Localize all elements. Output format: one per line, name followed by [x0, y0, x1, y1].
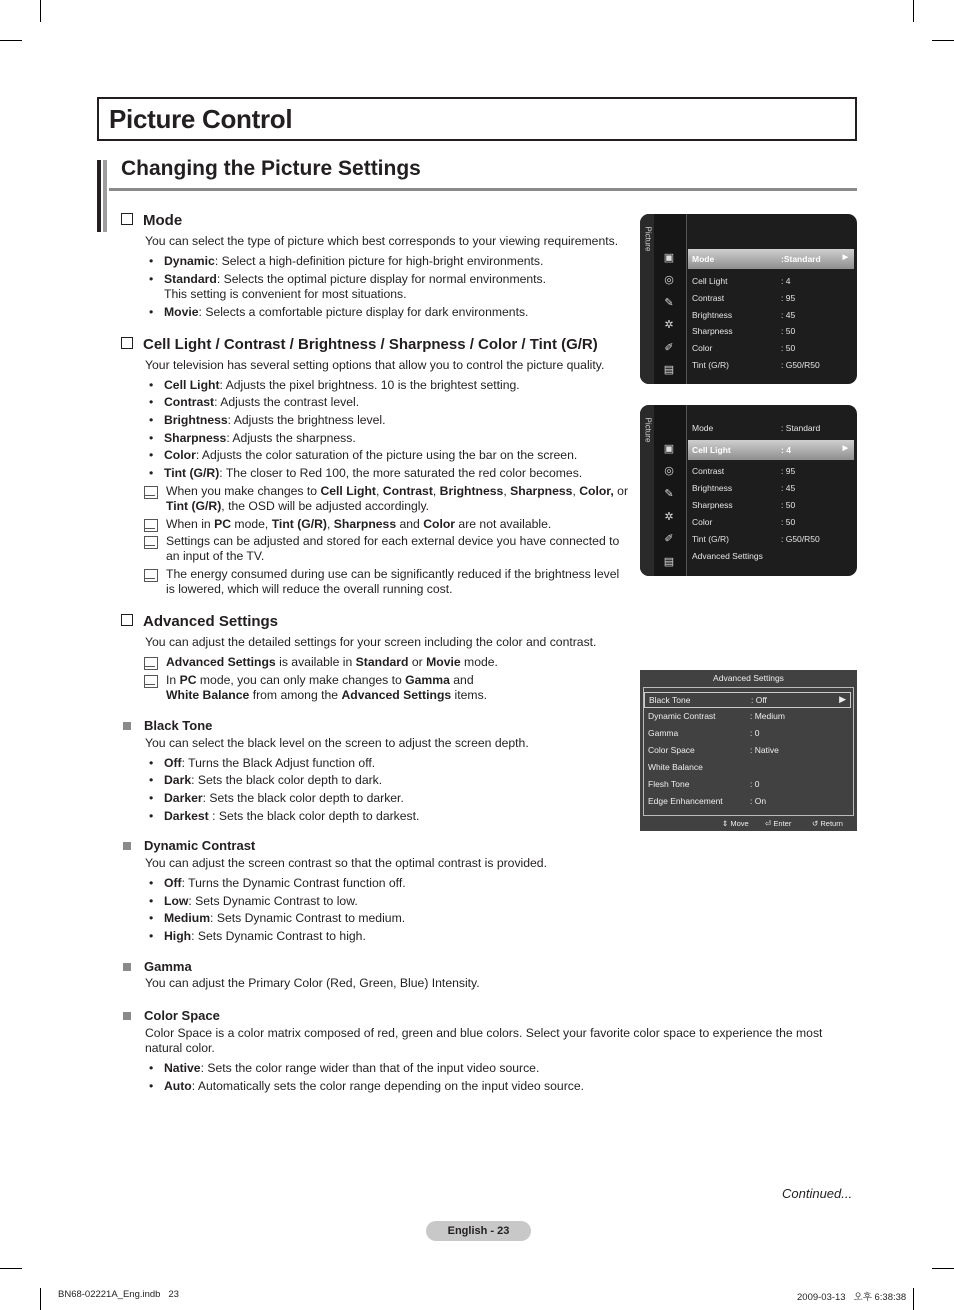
menu-row[interactable]: Edge Enhancement : On: [648, 796, 767, 806]
note-icon: [144, 657, 158, 670]
page-number: English - 23: [426, 1221, 531, 1241]
menu-side-label: Picture: [643, 226, 653, 252]
arrow-right-icon: ▶: [839, 694, 846, 704]
list-item: • Darkest : Sets the black color depth to darkest.: [149, 809, 420, 823]
sound-icon: ◎: [664, 274, 674, 286]
checkbox-icon: [121, 213, 133, 225]
note-icon: [144, 486, 158, 499]
color-space-intro: Color Space is a color matrix composed of red, green and blue colors. Select your favorite color space to experience the most natural color.: [145, 1026, 823, 1055]
menu-row-mode[interactable]: Mode :Standard ▶: [688, 249, 854, 269]
section-title: Changing the Picture Settings: [121, 157, 421, 180]
menu-row[interactable]: Dynamic Contrast : Medium: [648, 711, 785, 721]
advanced-intro: You can adjust the detailed settings for your screen including the color and contrast.: [145, 635, 597, 649]
crop-mark: [913, 0, 914, 22]
crop-mark: [0, 40, 22, 41]
list-item: • Auto: Automatically sets the color range depending on the input video source.: [149, 1079, 585, 1093]
note: When you make changes to Cell Light, Contrast, Brightness, Sharpness, Color, or Tint (G/R), the OSD will be adjusted accordingly.: [144, 484, 628, 514]
channel-icon: ✎: [664, 488, 674, 500]
continued-label: Continued...: [782, 1186, 853, 1201]
move-hint: ⇕ Move: [722, 819, 749, 828]
menu-row[interactable]: Contrast : 95: [692, 466, 796, 476]
application-icon: ▤: [663, 364, 675, 376]
menu-side-label: Picture: [643, 417, 653, 443]
channel-icon: ✎: [664, 297, 674, 309]
list-item: • Dynamic: Select a high-definition picture for high-bright environments.: [149, 254, 544, 268]
note: In PC mode, you can only make changes to Gamma and White Balance from among the Advanced Settings items.: [144, 673, 487, 703]
menu-row[interactable]: Contrast : 95: [692, 293, 796, 303]
return-hint: ↺ Return: [812, 819, 843, 828]
list-item: • Sharpness: Adjusts the sharpness.: [149, 431, 356, 445]
crop-mark: [932, 40, 954, 41]
page-title: Picture Control: [109, 104, 293, 134]
menu-row[interactable]: Flesh Tone : 0: [648, 779, 760, 789]
mode-heading: Mode: [121, 212, 182, 229]
dynamic-contrast-heading: Dynamic Contrast: [123, 838, 255, 853]
note-icon: [144, 536, 158, 549]
list-item: • Darker: Sets the black color depth to darker.: [149, 791, 404, 805]
list-item: • Medium: Sets Dynamic Contrast to medium.: [149, 911, 406, 925]
square-bullet-icon: [123, 842, 131, 850]
gamma-heading: Gamma: [123, 959, 192, 974]
menu-row[interactable]: Sharpness : 50: [692, 326, 796, 336]
picture-menu-cell-light: [640, 405, 857, 576]
menu-row-black-tone[interactable]: Black Tone : Off ▶: [644, 692, 851, 708]
setup-icon: ✲: [664, 511, 674, 523]
list-item: • High: Sets Dynamic Contrast to high.: [149, 929, 366, 943]
enter-hint: ⏎ Enter: [765, 819, 792, 828]
black-tone-heading: Black Tone: [123, 718, 212, 733]
cell-heading: Cell Light / Contrast / Brightness / Sharpness / Color / Tint (G/R): [121, 336, 598, 353]
note-icon: [144, 519, 158, 532]
list-item: • Contrast: Adjusts the contrast level.: [149, 395, 360, 409]
cell-intro: Your television has several setting options that allow you to control the picture quality.: [145, 358, 605, 372]
sound-icon: ◎: [664, 465, 674, 477]
menu-row[interactable]: Gamma : 0: [648, 728, 760, 738]
section-bar: [97, 160, 101, 232]
list-item: • Cell Light: Adjusts the pixel brightness. 10 is the brightest setting.: [149, 378, 520, 392]
list-item: • Color: Adjusts the color saturation of the picture using the bar on the screen.: [149, 448, 578, 462]
list-item: • Off: Turns the Dynamic Contrast function off.: [149, 876, 406, 890]
menu-title: Advanced Settings: [713, 673, 784, 683]
square-bullet-icon: [123, 722, 131, 730]
menu-row[interactable]: Cell Light : 4: [692, 276, 791, 286]
list-item: • Low: Sets Dynamic Contrast to low.: [149, 894, 358, 908]
menu-row[interactable]: Tint (G/R) : G50/R50: [692, 534, 820, 544]
note: Advanced Settings is available in Standard or Movie mode.: [144, 655, 498, 670]
section-underline: [109, 188, 857, 191]
menu-row[interactable]: Color : 50: [692, 343, 796, 353]
list-item: • Native: Sets the color range wider than that of the input video source.: [149, 1061, 540, 1075]
picture-icon: ▣: [663, 252, 675, 264]
crop-mark: [40, 1288, 41, 1310]
application-icon: ▤: [663, 556, 675, 568]
note: Settings can be adjusted and stored for each external device you have connected to an input of the TV.: [144, 534, 619, 564]
note: When in PC mode, Tint (G/R), Sharpness and Color are not available.: [144, 517, 551, 532]
black-tone-intro: You can select the black level on the screen to adjust the screen depth.: [145, 736, 529, 750]
crop-mark: [0, 1268, 22, 1269]
note-icon: [144, 569, 158, 582]
menu-row-cell-light[interactable]: Cell Light : 4 ▶: [688, 440, 854, 460]
page-title-box: [97, 97, 857, 141]
checkbox-icon: [121, 337, 133, 349]
menu-row[interactable]: Brightness : 45: [692, 483, 796, 493]
note: The energy consumed during use can be significantly reduced if the brightness level is lowered, which will reduce the overall running cost.: [144, 567, 619, 597]
list-item: • Brightness: Adjusts the brightness level.: [149, 413, 386, 427]
color-space-heading: Color Space: [123, 1008, 220, 1023]
list-item: • Movie: Selects a comfortable picture display for dark environments.: [149, 305, 529, 319]
menu-row[interactable]: Advanced Settings: [692, 551, 763, 561]
square-bullet-icon: [123, 1012, 131, 1020]
return-icon: ↺: [812, 819, 819, 828]
advanced-heading: Advanced Settings: [121, 613, 278, 630]
checkbox-icon: [121, 614, 133, 626]
menu-row[interactable]: Color Space : Native: [648, 745, 779, 755]
arrow-right-icon: ▶: [842, 254, 848, 261]
arrow-right-icon: ▶: [842, 445, 848, 452]
menu-row[interactable]: Color : 50: [692, 517, 796, 527]
file-name: BN68-02221A_Eng.indb 23: [58, 1289, 179, 1300]
menu-row[interactable]: Tint (G/R) : G50/R50: [692, 360, 820, 370]
setup-icon: ✲: [664, 319, 674, 331]
gamma-intro: You can adjust the Primary Color (Red, Green, Blue) Intensity.: [145, 976, 480, 990]
picture-icon: ▣: [663, 443, 675, 455]
list-item: • Dark: Sets the black color depth to dark.: [149, 773, 383, 787]
input-icon: ✐: [664, 533, 674, 545]
square-bullet-icon: [123, 963, 131, 971]
list-item: • Tint (G/R): The closer to Red 100, the more saturated the red color becomes.: [149, 466, 583, 480]
menu-row[interactable]: Sharpness : 50: [692, 500, 796, 510]
list-item: • Off: Turns the Black Adjust function off.: [149, 756, 376, 770]
menu-row[interactable]: Brightness : 45: [692, 310, 796, 320]
section-bar: [103, 160, 107, 232]
updown-icon: ⇕: [722, 819, 729, 828]
crop-mark: [40, 0, 41, 22]
print-date: 2009-03-13 오후 6:38:38: [797, 1292, 907, 1303]
crop-mark: [932, 1268, 954, 1269]
dynamic-contrast-intro: You can adjust the screen contrast so that the optimal contrast is provided.: [145, 856, 547, 870]
menu-row[interactable]: Mode : Standard: [692, 423, 821, 433]
enter-icon: ⏎: [765, 819, 772, 828]
mode-intro: You can select the type of picture which best corresponds to your viewing requirements.: [145, 234, 619, 248]
advanced-settings-menu: [640, 670, 857, 831]
list-item: • Standard: Selects the optimal picture display for normal environments. This setting is convenient for most situations.: [149, 272, 547, 301]
note-icon: [144, 675, 158, 688]
crop-mark: [913, 1288, 914, 1310]
input-icon: ✐: [664, 342, 674, 354]
picture-menu-mode: [640, 214, 857, 384]
menu-row[interactable]: White Balance: [648, 762, 703, 772]
